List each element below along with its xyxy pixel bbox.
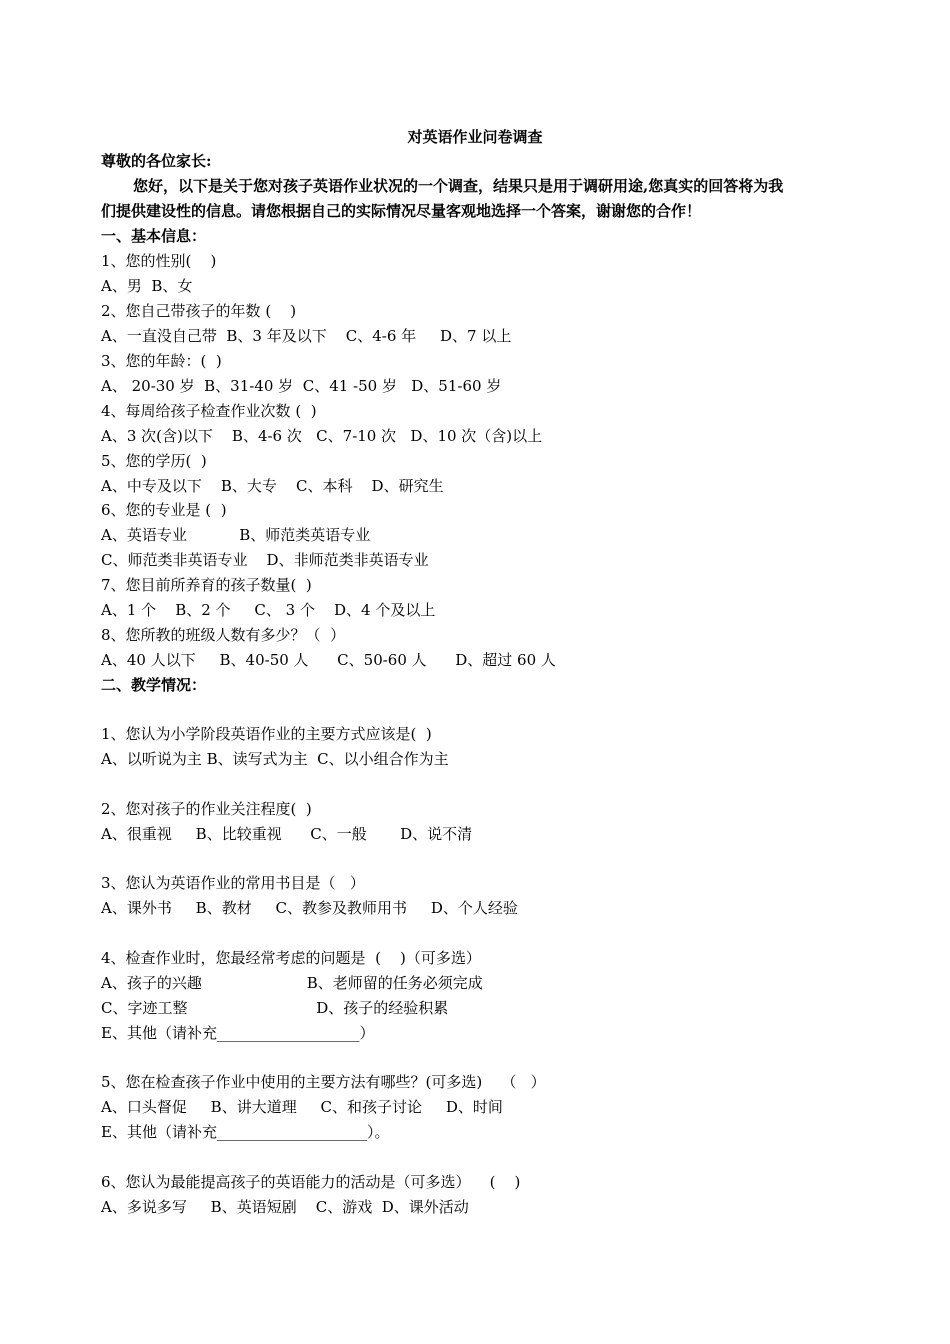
options-1-7: A、1 个 B、2 个 C、 3 个 D、4 个及以上: [101, 601, 436, 619]
options-2-4-line-1: A、孩子的兴趣 B、老师留的任务必须完成: [101, 974, 483, 992]
options-2-1: A、以听说为主 B、读写式为主 C、以小组合作为主: [101, 750, 449, 768]
question-2-2: 2、您对孩子的作业关注程度( ): [101, 800, 312, 818]
options-1-5: A、中专及以下 B、大专 C、本科 D、研究生: [101, 477, 444, 495]
options-2-5-line-2: E、其他（请补充____________________）。: [101, 1123, 390, 1141]
options-1-2: A、一直没自己带 B、3 年及以下 C、4-6 年 D、7 以上: [101, 327, 512, 345]
question-1-8: 8、您所教的班级人数有多少？（ ）: [101, 626, 346, 644]
options-2-6: A、多说多写 B、英语短剧 C、游戏 D、课外活动: [101, 1198, 469, 1216]
question-1-2: 2、您自己带孩子的年数 ( ): [101, 302, 297, 320]
question-1-6: 6、您的专业是 ( ): [101, 501, 227, 519]
options-1-4: A、3 次(含)以下 B、4-6 次 C、7-10 次 D、10 次（含)以上: [101, 427, 543, 445]
section-heading-teaching: 二、教学情况：: [101, 676, 207, 694]
options-2-2: A、很重视 B、比较重视 C、一般 D、说不清: [101, 825, 473, 843]
question-1-7: 7、您目前所养育的孩子数量( ): [101, 576, 312, 594]
options-1-6-line-2: C、师范类非英语专业 D、非师范类非英语专业: [101, 551, 429, 569]
question-2-4: 4、检查作业时，您最经常考虑的问题是 ( )（可多选）: [101, 949, 481, 967]
question-2-3: 3、您认为英语作业的常用书目是（ ）: [101, 874, 365, 892]
options-1-8: A、40 人以下 B、40-50 人 C、50-60 人 D、超过 60 人: [101, 651, 556, 669]
options-1-6-line-1: A、英语专业 B、师范类英语专业: [101, 526, 371, 544]
question-1-5: 5、您的学历( ): [101, 452, 207, 470]
question-2-1: 1、您认为小学阶段英语作业的主要方式应该是( ): [101, 725, 432, 743]
options-2-5-line-1: A、口头督促 B、讲大道理 C、和孩子讨论 D、时间: [101, 1098, 503, 1116]
question-2-6: 6、您认为最能提高孩子的英语能力的活动是（可多选） ( ): [101, 1173, 521, 1191]
greeting: 尊敬的各位家长:: [101, 152, 212, 170]
intro-line-1: 您好，以下是关于您对孩子英语作业状况的一个调查，结果只是用于调研用途,您真实的回答将为我: [133, 177, 784, 195]
question-1-4: 4、每周给孩子检查作业次数 ( ): [101, 402, 317, 420]
options-1-1: A、男 B、女: [101, 277, 193, 295]
options-1-3: A、 20-30 岁 B、31-40 岁 C、41 -50 岁 D、51-60 岁: [101, 377, 502, 395]
section-heading-basic-info: 一、基本信息：: [101, 227, 207, 245]
options-2-4-line-3: E、其他（请补充___________________）: [101, 1024, 375, 1042]
question-1-3: 3、您的年龄：( ): [101, 352, 222, 370]
question-2-5: 5、您在检查孩子作业中使用的主要方法有哪些？(可多选) （ ）: [101, 1073, 546, 1091]
options-2-3: A、课外书 B、教材 C、教参及教师用书 D、个人经验: [101, 899, 518, 917]
question-1-1: 1、您的性别( ): [101, 252, 217, 270]
page-title: 对英语作业问卷调查: [407, 128, 543, 146]
intro-line-2: 们提供建设性的信息。请您根据自己的实际情况尽量客观地选择一个答案，谢谢您的合作！: [101, 202, 702, 220]
options-2-4-line-2: C、字迹工整 D、孩子的经验积累: [101, 999, 449, 1017]
